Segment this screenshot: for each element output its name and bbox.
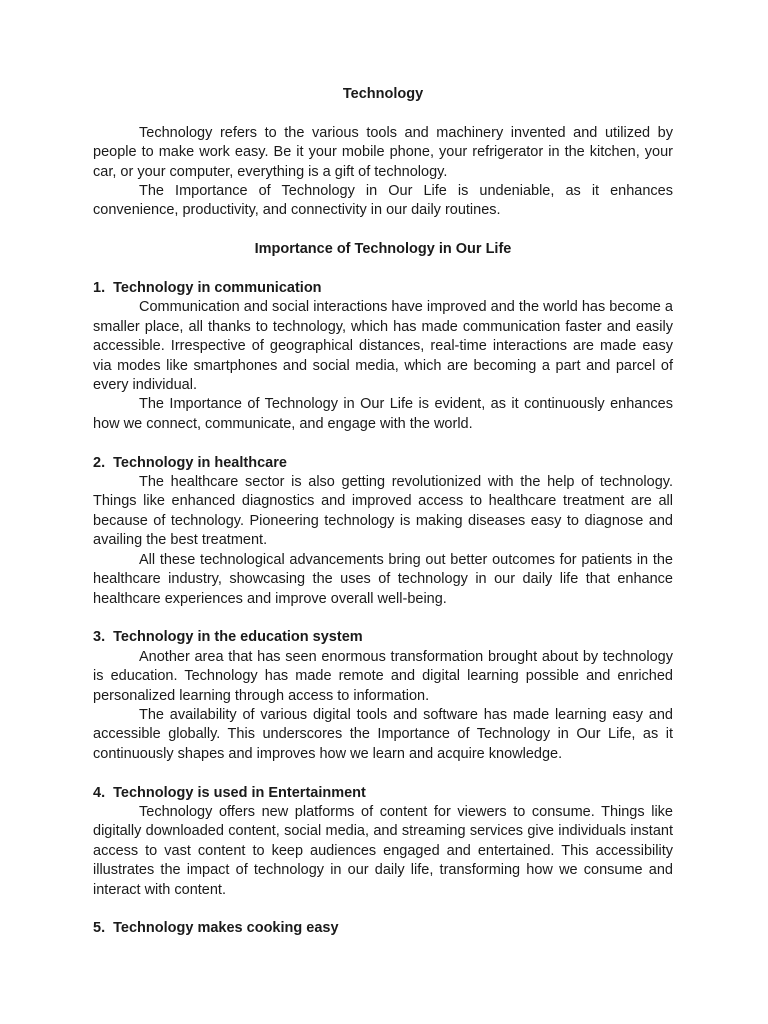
section-entertainment — [93, 784, 673, 900]
section-paragraph: The availability of various digital tools and software has made learning easy and accessible globally. This underscores the Importance of Technology in Our Life, as it continuously shapes and improves how we learn and acquire knowledge. — [93, 706, 673, 762]
section-communication — [93, 279, 673, 434]
section-paragraph: All these technological advancements bring out better outcomes for patients in the healthcare industry, showcasing the uses of technology in our daily life that enhance healthcare experiences and improve overall well-being. — [93, 551, 673, 607]
section-heading: 3. Technology in the education system — [93, 629, 363, 646]
section-paragraph: Technology offers new platforms of content for viewers to consume. Things like digitally downloaded content, social media, and streaming services give individuals instant access to vast content to keep audiences engaged and entertained. This accessibility illustrates the impact of technology in our daily life, transforming how we consume and interact with content. — [93, 803, 673, 898]
spacer — [93, 900, 673, 919]
spacer — [93, 609, 673, 628]
section-paragraph: The Importance of Technology in Our Life is evident, as it continuously enhances how we connect, communicate, and engage with the world. — [93, 396, 673, 432]
spacer — [93, 764, 673, 783]
document-page — [93, 85, 673, 939]
section-cooking — [93, 919, 673, 938]
section-subtitle: Importance of Technology in Our Life — [254, 241, 512, 258]
intro-paragraph: Technology refers to the various tools and machinery invented and utilized by people to make work easy. Be it your mobile phone, your refrigerator in the kitchen, your car, or your computer, everything is a gift of technology. — [93, 124, 673, 180]
intro-paragraph: The Importance of Technology in Our Life is undeniable, as it enhances convenience, productivity, and connectivity in our daily routines. — [93, 183, 673, 219]
spacer — [93, 104, 673, 123]
section-education — [93, 628, 673, 764]
section-healthcare — [93, 454, 673, 609]
section-heading: 4. Technology is used in Entertainment — [93, 784, 366, 801]
section-paragraph: The healthcare sector is also getting revolutionized with the help of technology. Things like enhanced diagnostics and improved access to healthcare treatment are all because of technology. Pioneering technology is making diseases easy to diagnose and availing the best treatment. — [93, 474, 673, 549]
section-heading: 5. Technology makes cooking easy — [93, 920, 339, 937]
document-title: Technology — [342, 86, 424, 102]
section-heading: 2. Technology in healthcare — [93, 454, 287, 471]
spacer — [93, 221, 673, 240]
section-paragraph: Another area that has seen enormous transformation brought about by technology is education. Technology has made remote and digital learning possible and enriched personalized learning through access to information. — [93, 648, 673, 704]
section-paragraph: Communication and social interactions have improved and the world has become a smaller place, all thanks to technology, which has made communication faster and easily accessible. Irrespective of geographical distances, real-time interactions are made easy via modes like smartphones and social media, which are becoming a part and parcel of every individual. — [93, 299, 673, 394]
spacer — [93, 260, 673, 279]
spacer — [93, 434, 673, 453]
section-heading: 1. Technology in communication — [93, 280, 322, 297]
